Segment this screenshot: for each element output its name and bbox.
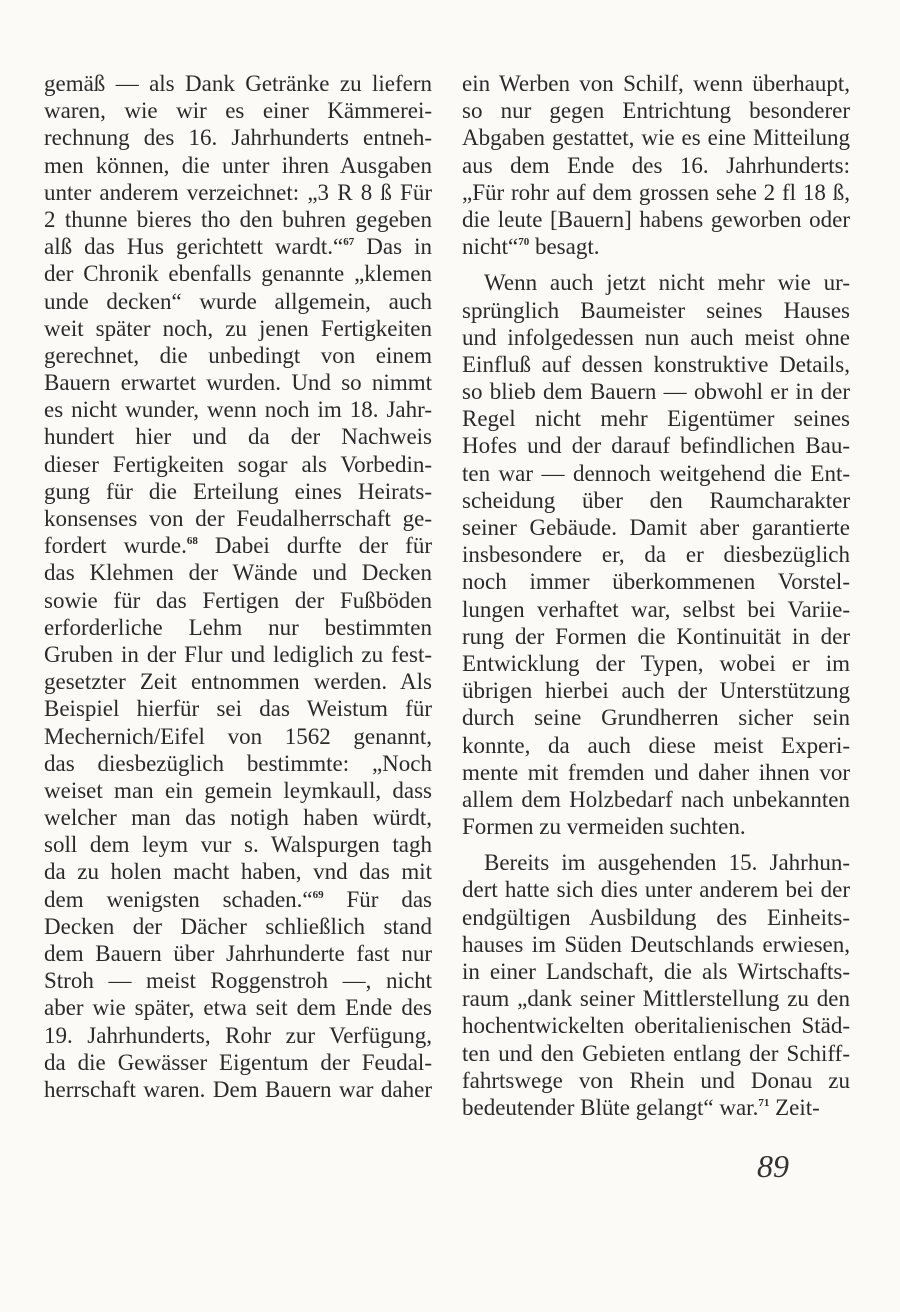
right-text-column bbox=[462, 70, 850, 1121]
text-line: gung für die Erteilung eines Heirats- bbox=[44, 478, 432, 504]
text-line: hochentwickelten oberitalienischen Städ- bbox=[462, 1013, 850, 1039]
left-text-column bbox=[44, 70, 432, 1103]
text-line: aus dem Ende des 16. Jahrhunderts: bbox=[462, 152, 850, 178]
footnote-ref: 67 bbox=[343, 236, 355, 249]
text-line: konnte, da auch diese meist Experi- bbox=[462, 732, 850, 758]
text-line: Hofes und der darauf befindlichen Bau- bbox=[462, 433, 850, 459]
text-line: konsenses von der Feudalherrschaft ge- bbox=[44, 506, 432, 531]
text-line: Beispiel hierfür sei das Weistum für bbox=[44, 696, 432, 722]
text-line: Stroh — meist Roggenstroh —, nicht bbox=[44, 968, 432, 994]
text-line: Decken der Dächer schließlich stand bbox=[44, 913, 432, 939]
text-line: noch immer überkommenen Vorstel- bbox=[462, 569, 850, 595]
text-line: Wenn auch jetzt nicht mehr wie ur- bbox=[484, 270, 850, 296]
text-line: rechnung des 16. Jahrhunderts entneh- bbox=[44, 125, 432, 151]
text-line: durch seine Grundherren sicher sein bbox=[462, 705, 850, 731]
text-line: soll dem leym vur s. Walspurgen tagh bbox=[44, 832, 432, 858]
text-line: dieser Fertigkeiten sogar als Vorbedin- bbox=[44, 451, 432, 477]
text-line: endgültigen Ausbildung des Einheits- bbox=[462, 904, 850, 930]
text-line: „Für rohr auf dem grossen sehe 2 fl 18 ß, bbox=[462, 179, 850, 205]
text-line: sowie für das Fertigen der Fußböden bbox=[44, 587, 432, 613]
text-line: sprünglich Baumeister seines Hauses bbox=[462, 297, 850, 323]
text-line: hundert hier und da der Nachweis bbox=[44, 424, 432, 450]
text-line: das diesbezüglich bestimmte: „Noch bbox=[44, 750, 432, 776]
text-line: so nur gegen Entrichtung besonderer bbox=[462, 98, 850, 124]
text-line: ten war — dennoch weitgehend die Ent- bbox=[462, 460, 850, 486]
text-line: ein Werben von Schilf, wenn überhaupt, bbox=[462, 71, 850, 96]
text-line: da zu holen macht haben, vnd das mit bbox=[44, 859, 432, 885]
text-line: welcher man das notigh haben würdt, bbox=[44, 805, 432, 831]
text-line: allem dem Holzbedarf nach unbekannten bbox=[462, 786, 850, 812]
text-line: die leute [Bauern] habens geworben oder bbox=[462, 206, 850, 232]
text-line: 19. Jahrhunderts, Rohr zur Verfügung, bbox=[44, 1022, 432, 1048]
text-line: erforderliche Lehm nur bestimmten bbox=[44, 614, 432, 640]
text-line: mente mit fremden und daher ihnen vor bbox=[462, 759, 850, 785]
text-line: Gruben in der Flur und lediglich zu fest- bbox=[44, 641, 432, 667]
text-line: Abgaben gestattet, wie es eine Mitteilung bbox=[462, 125, 850, 151]
text-line: Entwicklung der Typen, wobei er im bbox=[462, 650, 850, 676]
text-line: gemäß — als Dank Getränke zu liefern bbox=[44, 71, 432, 96]
text-line: raum „dank seiner Mittlerstellung zu den bbox=[462, 986, 850, 1012]
text-line: insbesondere er, da er diesbezüglich bbox=[462, 542, 850, 568]
text-line: Bereits im ausgehenden 15. Jahrhun- bbox=[484, 850, 850, 876]
text-line: so blieb dem Bauern — obwohl er in der bbox=[462, 379, 850, 405]
text-line: der Chronik ebenfalls genannte „klemen bbox=[44, 261, 432, 287]
text-line: Mechernich/Eifel von 1562 genannt, bbox=[44, 723, 432, 749]
text-line: Einfluß auf dessen konstruktive Details, bbox=[462, 351, 850, 377]
text-line: 2 thunne bieres tho den buhren gegeben bbox=[44, 206, 432, 232]
text-line: Formen zu vermeiden suchten. bbox=[462, 814, 746, 840]
footnote-ref: 70 bbox=[518, 236, 530, 249]
footnote-ref: 71 bbox=[758, 1096, 770, 1109]
text-line: gerechnet, die unbedingt von einem bbox=[44, 342, 432, 368]
text-line: dem wenigsten schaden.“$^{69}$ Für das bbox=[44, 886, 432, 912]
text-line: dert hatte sich dies unter anderem bei der bbox=[462, 877, 850, 903]
text-line: weit später noch, zu jenen Fertigkeiten bbox=[44, 315, 432, 341]
text-line: gesetzter Zeit entnommen werden. Als bbox=[44, 669, 432, 695]
text-line: fahrtswege von Rhein und Donau zu bbox=[462, 1067, 850, 1093]
page-number: 89 bbox=[757, 1148, 789, 1184]
text-line: bedeutender Blüte gelangt“ war.$^{71}$ Zeit- bbox=[462, 1094, 820, 1120]
paragraph-gap bbox=[462, 840, 850, 849]
text-line: unde decken“ wurde allgemein, auch bbox=[44, 288, 432, 314]
text-line: weiset man ein gemein leymkaull, dass bbox=[44, 777, 432, 803]
text-line: alß das Hus gerichtett wardt.“$^{67}$ Das in bbox=[44, 234, 432, 260]
text-line: aber wie später, etwa seit dem Ende des bbox=[44, 995, 432, 1021]
text-line: nicht“$^{70}$ besagt. bbox=[462, 234, 600, 260]
text-line: das Klehmen der Wände und Decken bbox=[44, 560, 432, 586]
text-line: hauses im Süden Deutschlands erwiesen, bbox=[462, 931, 850, 957]
text-line: waren, wie wir es einer Kämmerei- bbox=[44, 98, 432, 124]
text-line: es nicht wunder, wenn noch im 18. Jahr- bbox=[44, 397, 432, 423]
text-line: Regel nicht mehr Eigentümer seines bbox=[462, 406, 850, 432]
text-line: in einer Landschaft, die als Wirtschafts- bbox=[462, 959, 850, 984]
paragraph-gap bbox=[462, 260, 850, 269]
text-line: übrigen hierbei auch der Unterstützung bbox=[462, 678, 850, 704]
text-line: men können, die unter ihren Ausgaben bbox=[44, 152, 432, 178]
text-line: unter anderem verzeichnet: „3 R 8 ß Für bbox=[44, 179, 432, 205]
text-line: ten und den Gebieten entlang der Schiff- bbox=[462, 1040, 850, 1066]
text-line: lungen verhaftet war, selbst bei Variie- bbox=[462, 596, 850, 622]
text-line: scheidung über den Raumcharakter bbox=[462, 487, 850, 513]
text-line: seiner Gebäude. Damit aber garantierte bbox=[462, 515, 850, 540]
text-line: rung der Formen die Kontinuität in der bbox=[462, 623, 850, 649]
footnote-ref: 68 bbox=[186, 535, 198, 548]
text-line: da die Gewässer Eigentum der Feudal- bbox=[44, 1049, 432, 1075]
text-line: und infolgedessen nun auch meist ohne bbox=[462, 324, 850, 350]
footnote-ref: 69 bbox=[312, 888, 324, 901]
text-line: Bauern erwartet wurden. Und so nimmt bbox=[44, 370, 432, 396]
text-line: fordert wurde.$^{68}$ Dabei durfte der für bbox=[44, 533, 432, 559]
text-line: herrschaft waren. Dem Bauern war daher bbox=[44, 1076, 432, 1102]
text-line: dem Bauern über Jahrhunderte fast nur bbox=[44, 941, 432, 966]
